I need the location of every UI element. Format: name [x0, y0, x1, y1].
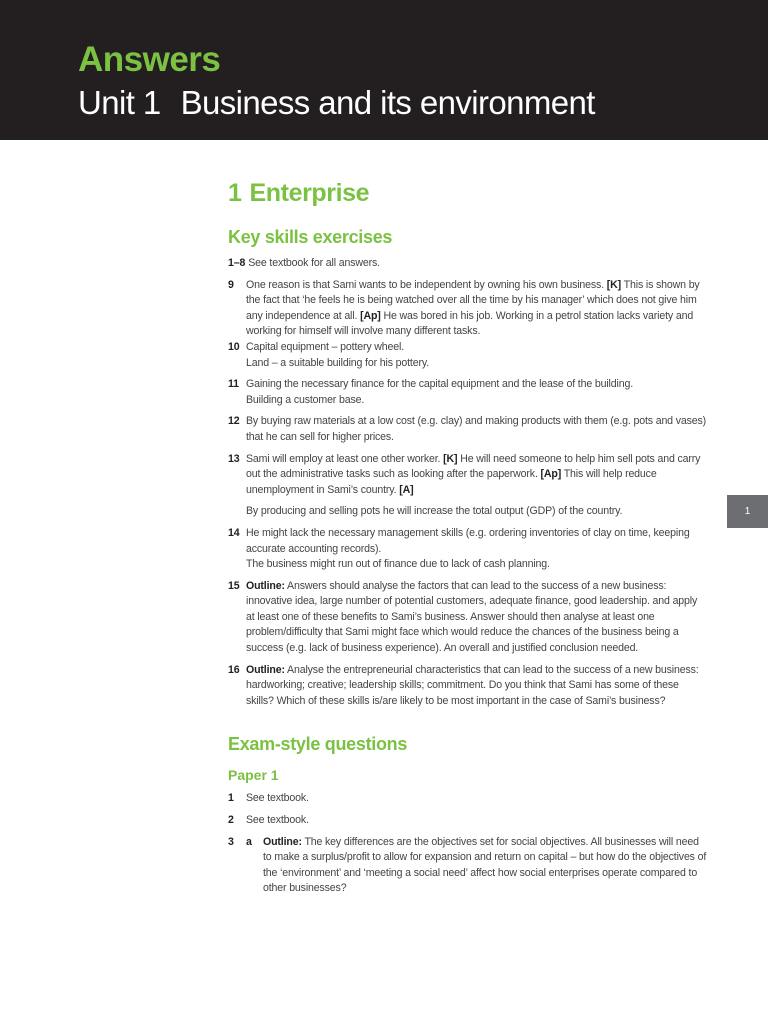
list-item [228, 835, 708, 897]
item-text: Answers should analyse the factors that can lead to the success of a new business: innovative idea, large number of potential customers, adequate finance, good leadership. and apply at least one of these benefits to Sami’s business. Answer should then analyse at least one problem/difficulty that Sami might face which would reduce the chances of the business being a success (e.g. lack of business experience). An overall and justified conclusion needed. [246, 579, 698, 655]
page-number-tab: 1 [727, 495, 768, 528]
item-text: By buying raw materials at a low cost (e.g. clay) and making products with them (e.g. pots and vases) that he can sell for higher prices. [246, 415, 707, 443]
item-text: The key differences are the objectives set for social objectives. All businesses will need to make a surplus/profit to allow for expansion and return on capital – but how do the objectives of the ‘environment’ and ‘meeting a social need’ affect how social enterprises operate compared to other businesses? [263, 835, 707, 895]
skill-tag: [Ap] [360, 309, 381, 322]
item-text: See textbook. [246, 792, 309, 805]
skill-tag: [Ap] [540, 468, 562, 481]
outline-label: Outline: [246, 663, 285, 676]
item-number: 2 [228, 814, 234, 827]
unit-title [78, 84, 595, 122]
item-text: See textbook. [246, 814, 309, 827]
section-title [228, 176, 708, 210]
unit-name: Business and its environment [180, 84, 595, 121]
list-item [228, 579, 708, 657]
list-item [228, 278, 708, 340]
item-number: 10 [228, 340, 240, 353]
item-text: He might lack the necessary management skills (e.g. ordering inventories of clay on time, keeping accurate accounting records). [246, 526, 690, 555]
item-number: 16 [228, 663, 240, 676]
item-text: Sami will employ at least one other worker. [246, 452, 441, 465]
list-item [228, 813, 708, 829]
main-content [228, 176, 708, 903]
item-text: Capital equipment – pottery wheel. [246, 340, 405, 353]
outline-label: Outline: [246, 579, 285, 592]
skill-tag: [A] [399, 483, 414, 496]
key-skills-heading: Key skills exercises [228, 227, 393, 247]
item-text: Analyse the entrepreneurial characteristics that can lead to the success of a new business: hardworking; creative; leadership skills; commitment. Do you think that Sami has some of these skills? Which of these skills is/are likely to be most important in the case of Sami’s business? [246, 663, 699, 707]
item-text: Building a customer base. [246, 393, 365, 406]
list-item [228, 452, 708, 499]
list-item [228, 340, 708, 371]
item-text: He was bored in his job. Working in a petrol station lacks variety and working for himself will involve many different tasks. [246, 309, 694, 338]
list-item [228, 377, 708, 408]
item-number: 14 [228, 526, 240, 539]
section-name: Enterprise [249, 179, 370, 207]
item-text: Land – a suitable building for his pottery. [246, 356, 429, 369]
item-text: He will need someone to help him sell pots and carry out the administrative tasks such as looking after the paperwork. [246, 452, 701, 481]
item-number: 1 [228, 792, 234, 805]
skill-tag: [K] [443, 452, 458, 465]
item-number: 3 [228, 835, 234, 848]
item-number: 13 [228, 452, 240, 465]
paper-heading: Paper 1 [228, 767, 279, 784]
outline-label: Outline: [263, 835, 302, 848]
list-item [228, 663, 708, 710]
sub-item [246, 835, 708, 897]
list-item [228, 791, 708, 807]
item-text: One reason is that Sami wants to be independent by owning his own business. [246, 278, 604, 291]
item-text: Gaining the necessary finance for the capital equipment and the lease of the building. [246, 378, 633, 391]
item-text: This will help reduce unemployment in Sami’s country. [246, 468, 657, 496]
item-number: 15 [228, 579, 240, 592]
sub-item-letter: a [246, 835, 252, 848]
item-number: 12 [228, 415, 240, 428]
item-text: See textbook for all answers. [248, 257, 380, 269]
exam-heading: Exam-style questions [228, 734, 408, 755]
skill-tag: [K] [606, 278, 622, 291]
list-item [228, 526, 708, 573]
item-number: 1–8 [228, 257, 246, 269]
list-item [228, 256, 708, 272]
item-text: This is shown by the fact that ‘he feels he is being watched over all the time by his manager’ which does not give him any independence at all. [246, 278, 700, 322]
item-text: The business might run out of finance due to lack of cash planning. [246, 558, 550, 571]
list-item [228, 414, 708, 445]
item-number: 11 [228, 378, 239, 391]
item-number: 9 [228, 278, 234, 291]
section-number: 1 [228, 179, 242, 207]
item-continuation: By producing and selling pots he will increase the total output (GDP) of the country. [246, 505, 623, 518]
answers-kicker: Answers [78, 40, 221, 79]
page-header [0, 0, 768, 140]
unit-number: Unit 1 [78, 84, 161, 121]
